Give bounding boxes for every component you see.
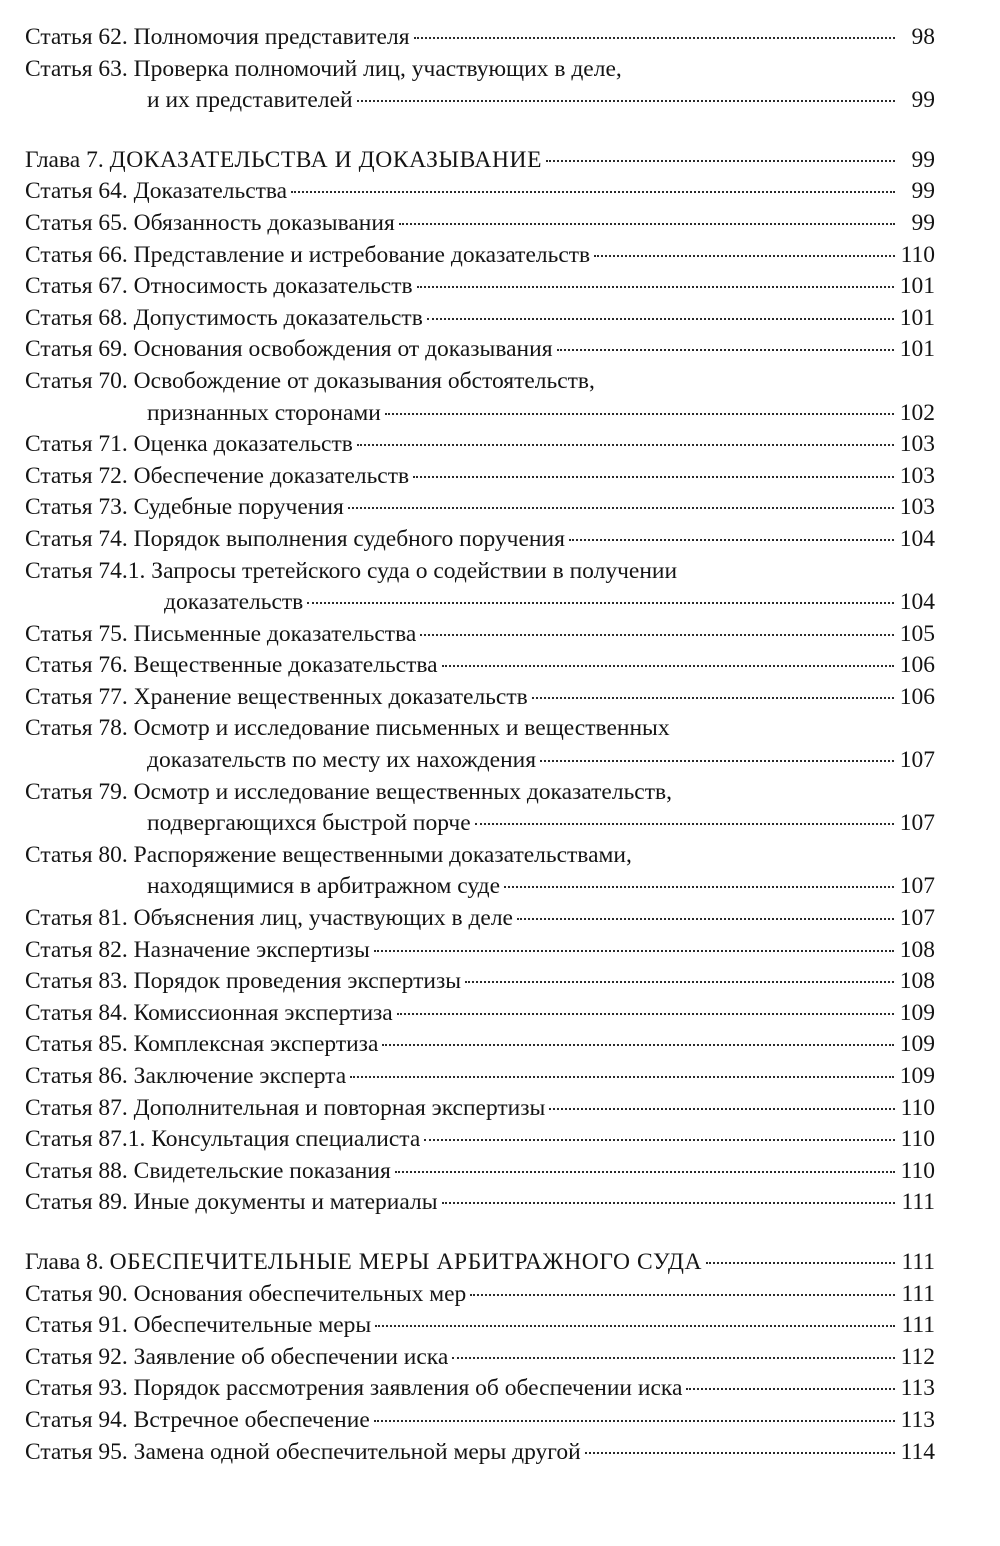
toc-entry-line (25, 271, 935, 303)
article-title: Оценка доказательств (133, 431, 353, 458)
dot-leader (549, 1108, 894, 1110)
article-number: Статья 62. (25, 24, 134, 50)
toc-article-entry[interactable] (25, 524, 935, 556)
page-number: 111 (901, 1189, 935, 1216)
toc-article-entry[interactable] (25, 556, 935, 619)
page-number: 99 (911, 146, 935, 173)
toc-article-entry[interactable] (25, 966, 935, 998)
article-title: Обязанность доказывания (133, 209, 395, 236)
article-number: Статья 88. (25, 1157, 134, 1184)
article-number: Статья 68. (25, 304, 134, 331)
toc-article-entry[interactable] (25, 903, 935, 935)
article-title: Осмотр и исследование письменных и вещественных (133, 715, 670, 742)
toc-chapter-entry[interactable] (25, 1247, 935, 1279)
toc-entry-line (25, 524, 935, 556)
page-number: 107 (899, 905, 935, 932)
toc-article-entry[interactable] (25, 492, 935, 524)
dot-leader (517, 918, 894, 920)
toc-entry-line (25, 1405, 935, 1437)
page-number: 101 (899, 273, 935, 300)
dot-leader (465, 981, 894, 983)
toc-entry-line (25, 240, 935, 272)
toc-entry-line (25, 1279, 935, 1311)
page-number: 110 (900, 1094, 935, 1121)
article-title: Вещественные доказательства (133, 652, 438, 679)
page-number: 108 (899, 936, 935, 963)
page-number: 111 (901, 1280, 935, 1307)
toc-article-entry[interactable] (25, 619, 935, 651)
dot-leader (470, 1294, 895, 1296)
toc-article-entry[interactable] (25, 1373, 935, 1405)
dot-leader (382, 1044, 893, 1046)
toc-chapter-entry[interactable] (25, 145, 935, 177)
page-number: 99 (911, 209, 935, 236)
page-number: 104 (899, 525, 935, 552)
chapter-title: ОБЕСПЕЧИТЕЛЬНЫЕ МЕРЫ АРБИТРАЖНОГО СУДА (109, 1248, 703, 1275)
article-number: Статья 72. (25, 462, 134, 489)
toc-entry-line (25, 334, 935, 366)
article-title: Обеспечение доказательств (133, 462, 410, 489)
toc-article-entry[interactable] (25, 1437, 935, 1469)
article-title: Дополнительная и повторная экспертизы (133, 1094, 546, 1121)
toc-entry-line (25, 1187, 935, 1219)
article-title: Порядок проведения экспертизы (133, 968, 462, 995)
toc-entry-line (25, 429, 935, 461)
page-number: 103 (899, 462, 935, 489)
toc-article-entry[interactable] (25, 935, 935, 967)
article-number: Статья 85. (25, 1031, 134, 1058)
toc-article-entry[interactable] (25, 366, 935, 429)
article-title: Письменные доказательства (133, 620, 417, 647)
toc-entry-line (25, 1342, 935, 1374)
dot-leader (585, 1452, 895, 1454)
dot-leader (424, 1139, 894, 1141)
page-number: 104 (899, 589, 935, 616)
page-number: 103 (899, 494, 935, 521)
toc-entry-line (25, 366, 935, 398)
dot-leader (686, 1388, 894, 1390)
article-title: доказательств по месту их нахождения (147, 747, 537, 774)
article-number: Статья 74. (25, 525, 134, 552)
article-title: Представление и истребование доказательств (133, 241, 591, 268)
article-title: признанных сторонами (147, 399, 381, 426)
page-number: 108 (899, 968, 935, 995)
article-title: Основания освобождения от доказывания (133, 336, 553, 363)
article-number: Статья 87. (25, 1094, 134, 1121)
article-number: Статья 63. (25, 55, 134, 82)
article-title: Свидетельские показания (133, 1157, 391, 1184)
page-number: 102 (899, 399, 935, 426)
toc-entry-line (25, 208, 935, 240)
article-title: Порядок рассмотрения заявления об обеспечении иска (133, 1375, 683, 1402)
article-title: Проверка полномочий лиц, участвующих в деле, (133, 55, 622, 82)
toc-article-entry[interactable] (25, 240, 935, 272)
dot-leader (546, 160, 895, 162)
toc-entry-line (25, 1061, 935, 1093)
toc-entry-continuation-line (25, 808, 935, 840)
article-number: Статья 92. (25, 1343, 134, 1370)
article-number: Статья 78. (25, 715, 134, 742)
dot-leader (532, 697, 894, 699)
article-number: Статья 66. (25, 241, 134, 268)
toc-article-entry[interactable] (25, 54, 935, 117)
article-title: Замена одной обеспечительной меры другой (133, 1438, 581, 1465)
toc-article-entry[interactable] (25, 682, 935, 714)
article-number: Статья 93. (25, 1375, 134, 1402)
dot-leader (395, 1171, 895, 1173)
article-number: Статья 86. (25, 1063, 134, 1089)
article-title: Доказательства (133, 178, 288, 205)
article-title: доказательств (164, 589, 304, 616)
dot-leader (594, 255, 895, 257)
toc-article-entry[interactable] (25, 208, 935, 240)
toc-entry-line (25, 22, 935, 54)
page-number: 111 (901, 1248, 935, 1275)
page-number: 110 (900, 1126, 935, 1153)
dot-leader (557, 349, 894, 351)
toc-entry-line (25, 145, 935, 177)
article-title: Иные документы и материалы (133, 1189, 438, 1216)
toc-article-entry[interactable] (25, 22, 935, 54)
dot-leader (348, 507, 894, 509)
page-number: 112 (900, 1343, 935, 1370)
article-title: Полномочия представителя (133, 24, 410, 50)
article-number: Статья 90. (25, 1280, 134, 1307)
toc-entry-line (25, 713, 935, 745)
toc-article-entry[interactable] (25, 1156, 935, 1188)
page-number: 106 (899, 683, 935, 710)
dot-leader (374, 1420, 895, 1422)
article-number: Статья 94. (25, 1406, 134, 1433)
article-title: Заявление об обеспечении иска (133, 1343, 449, 1370)
dot-leader (413, 476, 894, 478)
article-number: Статья 81. (25, 905, 134, 932)
toc-entry-line (25, 492, 935, 524)
page-number: 111 (901, 1312, 935, 1339)
toc-entry-continuation-line (25, 587, 935, 619)
page-number: 109 (899, 999, 935, 1026)
article-number: Статья 87.1. (25, 1126, 152, 1153)
toc-entry-line (25, 303, 935, 335)
dot-leader (504, 886, 894, 888)
toc-entry-line (25, 777, 935, 809)
toc-article-entry[interactable] (25, 176, 935, 208)
toc-entry-line (25, 1156, 935, 1188)
page-number: 110 (900, 241, 935, 268)
dot-leader (385, 413, 894, 415)
toc-article-entry[interactable] (25, 1310, 935, 1342)
page-number: 109 (899, 1063, 935, 1089)
page-number: 110 (900, 1157, 935, 1184)
dot-leader (420, 634, 893, 636)
dot-leader (427, 318, 894, 320)
toc-entry-line (25, 998, 935, 1030)
article-number: Статья 95. (25, 1438, 134, 1465)
page-number: 101 (899, 336, 935, 363)
dot-leader (350, 1076, 894, 1078)
toc-article-entry[interactable] (25, 271, 935, 303)
page-number: 103 (899, 431, 935, 458)
page-number: 106 (899, 652, 935, 679)
toc-entry-line (25, 650, 935, 682)
dot-leader (706, 1262, 895, 1264)
dot-leader (357, 444, 894, 446)
chapter-number: Глава 8. (25, 1248, 110, 1275)
dot-leader (374, 950, 894, 952)
toc-entry-line (25, 54, 935, 86)
article-title: Запросы третейского суда о содействии в получении (151, 557, 678, 584)
article-title: Осмотр и исследование вещественных доказательств, (133, 778, 672, 805)
toc-article-entry[interactable] (25, 1029, 935, 1061)
toc-entry-line (25, 682, 935, 714)
toc-entry-line (25, 176, 935, 208)
dot-leader (442, 1202, 895, 1204)
page-number: 109 (899, 1031, 935, 1058)
toc-entry-continuation-line (25, 398, 935, 430)
toc-entry-line (25, 1124, 935, 1156)
toc-article-entry[interactable] (25, 1342, 935, 1374)
page-number: 113 (900, 1406, 935, 1433)
toc-entry-line (25, 1437, 935, 1469)
page-number: 99 (911, 87, 935, 114)
article-number: Статья 65. (25, 209, 134, 236)
dot-leader (442, 665, 894, 667)
page-number: 107 (899, 747, 935, 774)
article-number: Статья 64. (25, 178, 134, 205)
article-title: Освобождение от доказывания обстоятельств, (133, 367, 595, 394)
article-title: Комплексная экспертиза (133, 1031, 379, 1058)
toc-entry-line (25, 935, 935, 967)
article-number: Статья 75. (25, 620, 134, 647)
dot-leader (417, 286, 894, 288)
dot-leader (291, 191, 895, 193)
article-number: Статья 84. (25, 999, 134, 1026)
page-number: 107 (899, 810, 935, 837)
article-title: Обеспечительные меры (133, 1312, 372, 1339)
toc-article-entry[interactable] (25, 334, 935, 366)
dot-leader (569, 539, 894, 541)
dot-leader (452, 1357, 894, 1359)
article-title: Допустимость доказательств (133, 304, 423, 331)
article-number: Статья 76. (25, 652, 134, 679)
article-title: Комиссионная экспертиза (133, 999, 393, 1026)
toc-entry-line (25, 1247, 935, 1279)
article-number: Статья 69. (25, 336, 134, 363)
dot-leader (414, 37, 895, 39)
article-title: находящимися в арбитражном суде (147, 873, 500, 900)
chapter-title: ДОКАЗАТЕЛЬСТВА И ДОКАЗЫВАНИЕ (109, 146, 543, 173)
dot-leader (475, 823, 894, 825)
toc-article-entry[interactable] (25, 1061, 935, 1093)
page-number: 114 (900, 1438, 935, 1465)
page-number: 107 (899, 873, 935, 900)
article-title: Объяснения лиц, участвующих в деле (133, 905, 513, 932)
table-of-contents (25, 22, 935, 1468)
article-title: Порядок выполнения судебного поручения (133, 525, 565, 552)
toc-article-entry[interactable] (25, 650, 935, 682)
article-number: Статья 70. (25, 367, 134, 394)
toc-article-entry[interactable] (25, 1124, 935, 1156)
toc-entry-line (25, 903, 935, 935)
toc-entry-line (25, 619, 935, 651)
toc-article-entry[interactable] (25, 303, 935, 335)
article-number: Статья 82. (25, 936, 134, 963)
toc-entry-line (25, 1310, 935, 1342)
article-title: Хранение вещественных доказательств (133, 683, 528, 710)
page-number: 98 (911, 24, 935, 50)
toc-entry-line (25, 966, 935, 998)
toc-article-entry[interactable] (25, 1405, 935, 1437)
toc-article-entry[interactable] (25, 429, 935, 461)
article-number: Статья 71. (25, 431, 134, 458)
toc-article-entry[interactable] (25, 777, 935, 840)
toc-entry-continuation-line (25, 871, 935, 903)
article-number: Статья 91. (25, 1312, 134, 1339)
toc-article-entry[interactable] (25, 1279, 935, 1311)
toc-entry-line (25, 1093, 935, 1125)
article-title: Относимость доказательств (133, 273, 413, 300)
article-title: и их представителей (147, 87, 353, 114)
article-title: Заключение эксперта (133, 1063, 347, 1089)
toc-entry-continuation-line (25, 85, 935, 117)
article-number: Статья 83. (25, 968, 134, 995)
toc-entry-line (25, 840, 935, 872)
toc-article-entry[interactable] (25, 1187, 935, 1219)
article-title: Консультация специалиста (151, 1126, 421, 1153)
page-number: 105 (899, 620, 935, 647)
toc-article-entry[interactable] (25, 840, 935, 903)
toc-entry-line (25, 461, 935, 493)
article-title: Основания обеспечительных мер (133, 1280, 467, 1307)
article-number: Статья 79. (25, 778, 134, 805)
dot-leader (540, 760, 894, 762)
article-number: Статья 67. (25, 273, 134, 300)
article-title: Назначение экспертизы (133, 936, 370, 963)
article-title: подвергающихся быстрой порче (147, 810, 471, 837)
page-number: 101 (899, 304, 935, 331)
toc-article-entry[interactable] (25, 998, 935, 1030)
dot-leader (357, 100, 895, 102)
dot-leader (399, 223, 895, 225)
toc-entry-line (25, 1029, 935, 1061)
page-number: 99 (911, 178, 935, 205)
toc-entry-continuation-line (25, 745, 935, 777)
toc-article-entry[interactable] (25, 713, 935, 776)
article-number: Статья 77. (25, 683, 134, 710)
article-number: Статья 74.1. (25, 557, 152, 584)
page-number: 113 (900, 1375, 935, 1402)
article-number: Статья 80. (25, 841, 134, 868)
chapter-number: Глава 7. (25, 146, 110, 173)
article-number: Статья 73. (25, 494, 134, 521)
toc-article-entry[interactable] (25, 1093, 935, 1125)
dot-leader (397, 1013, 894, 1015)
dot-leader (307, 602, 894, 604)
toc-entry-line (25, 556, 935, 588)
article-title: Судебные поручения (133, 494, 344, 521)
dot-leader (375, 1325, 895, 1327)
article-title: Встречное обеспечение (133, 1406, 370, 1433)
article-title: Распоряжение вещественными доказательствами, (133, 841, 632, 868)
toc-entry-line (25, 1373, 935, 1405)
article-number: Статья 89. (25, 1189, 134, 1216)
toc-article-entry[interactable] (25, 461, 935, 493)
